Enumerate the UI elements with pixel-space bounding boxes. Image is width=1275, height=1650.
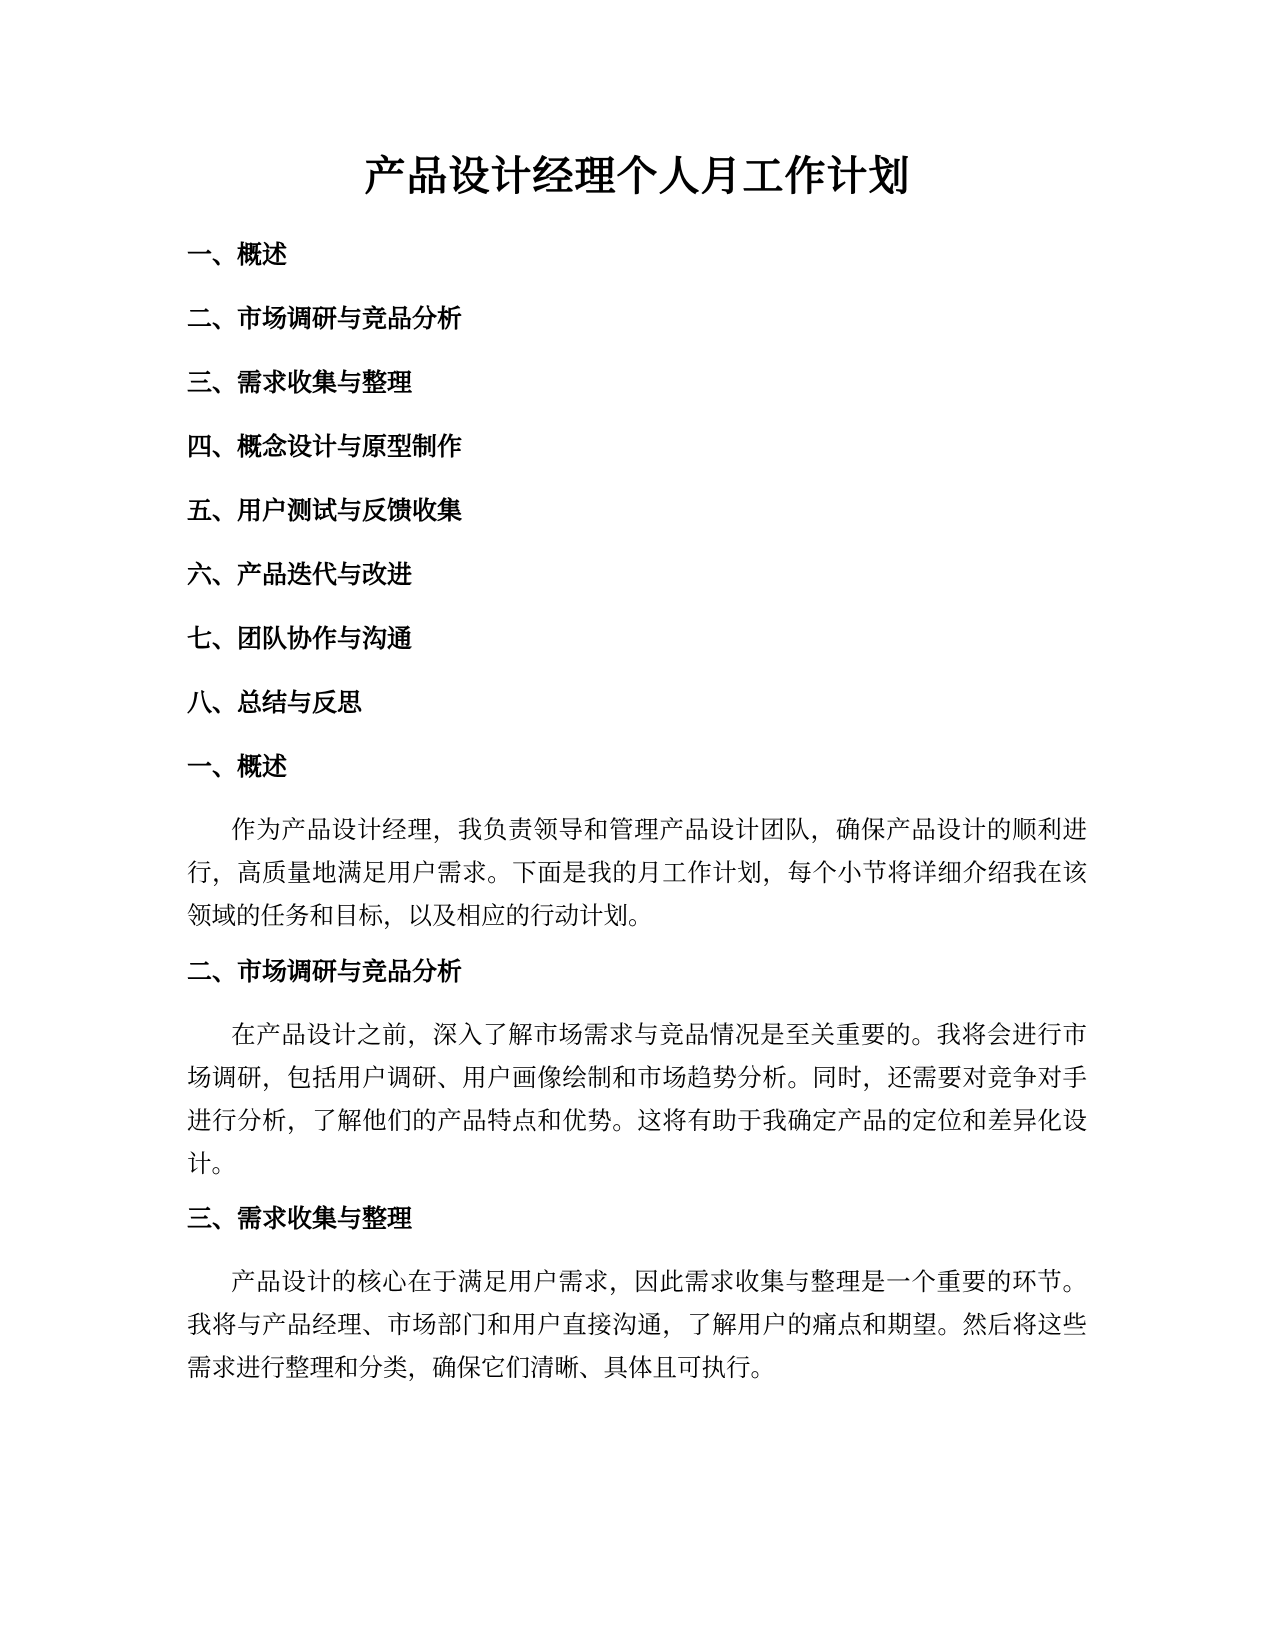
toc-item-requirements: 三、需求收集与整理 (187, 368, 413, 397)
toc-item-market-research: 二、市场调研与竞品分析 (187, 304, 463, 333)
toc-item-user-testing: 五、用户测试与反馈收集 (187, 496, 463, 525)
document-title: 产品设计经理个人月工作计划 (364, 152, 911, 200)
toc-item-concept-design: 四、概念设计与原型制作 (187, 432, 463, 461)
toc-item-overview: 一、概述 (187, 240, 288, 269)
toc-item-summary: 八、总结与反思 (187, 688, 363, 717)
toc-item-iteration: 六、产品迭代与改进 (187, 560, 413, 589)
section-heading: 一、概述 (187, 752, 288, 781)
section-heading: 三、需求收集与整理 (187, 1204, 413, 1233)
toc-item-teamwork: 七、团队协作与沟通 (187, 624, 413, 653)
section-paragraph: 作为产品设计经理，我负责领导和管理产品设计团队，确保产品设计的顺利进行，高质量地满足用户需求。下面是我的月工作计划，每个小节将详细介绍我在该领域的任务和目标，以及相应的行动计划。 (187, 815, 1087, 930)
section-heading: 二、市场调研与竞品分析 (187, 957, 463, 986)
section-paragraph: 在产品设计之前，深入了解市场需求与竞品情况是至关重要的。我将会进行市场调研，包括用户调研、用户画像绘制和市场趋势分析。同时，还需要对竞争对手进行分析，了解他们的产品特点和优势。这将有助于我确定产品的定位和差异化设计。 (187, 1020, 1087, 1178)
section-paragraph: 产品设计的核心在于满足用户需求，因此需求收集与整理是一个重要的环节。我将与产品经理、市场部门和用户直接沟通，了解用户的痛点和期望。然后将这些需求进行整理和分类，确保它们清晰、具体且可执行。 (187, 1267, 1087, 1382)
